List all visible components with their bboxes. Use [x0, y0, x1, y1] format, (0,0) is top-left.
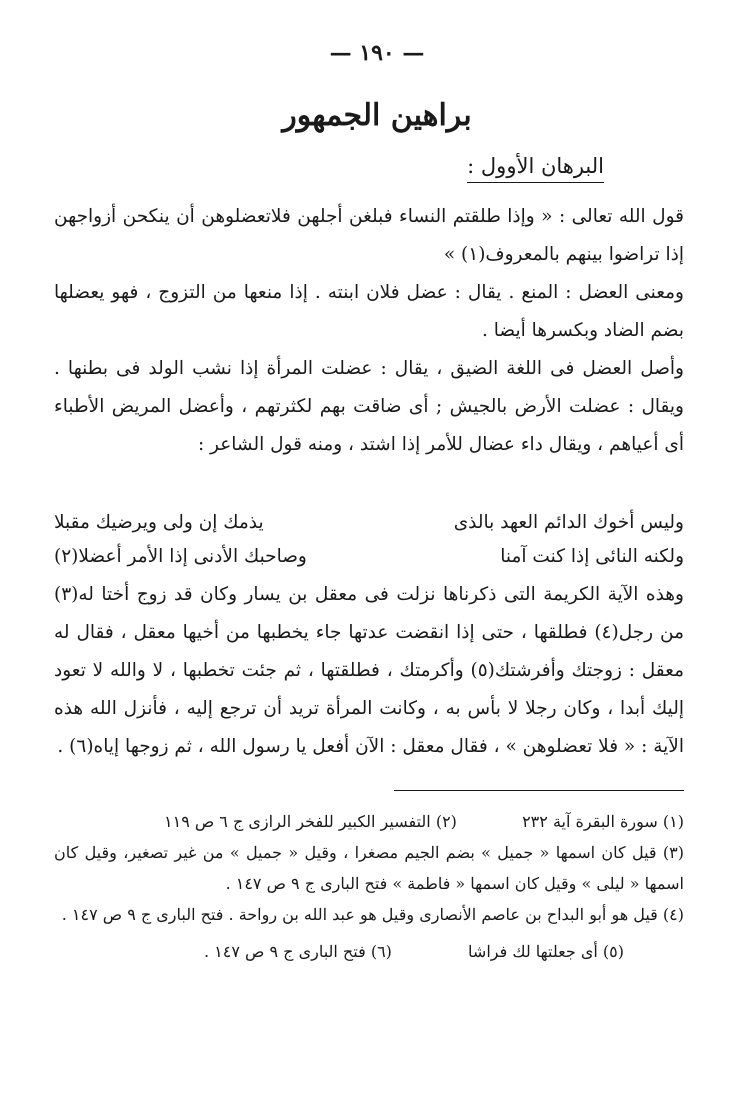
poem-hemistich: وصاحبك الأدنى إذا الأمر أعضلا(٢)	[54, 546, 307, 567]
footnote-1: (١) سورة البقرة آية ٢٣٢	[522, 812, 684, 831]
poem-verse-1	[54, 506, 684, 540]
footnotes	[54, 806, 684, 967]
poem-verse-2	[54, 540, 684, 574]
footnote-row	[54, 936, 684, 967]
chapter-title: براهين الجمهور	[282, 98, 472, 133]
footnote-4: (٤) قيل هو أبو البداح بن عاصم الأنصارى وقيل هو عبد الله بن رواحة . فتح البارى ج ٩ ص ١٤٧ .	[61, 905, 684, 924]
footnote-6: (٦) فتح البارى ج ٩ ص ١٤٧ .	[204, 942, 392, 961]
page-number: — ١٩٠ —	[329, 40, 425, 66]
poem-hemistich: وليس أخوك الدائم العهد بالذى	[453, 512, 684, 533]
footnote-divider	[394, 790, 684, 791]
paragraph-revelation-story: وهذه الآية الكريمة التى ذكرناها نزلت فى معقل بن يسار وكان قد زوج أختا له(٣) من رجل(٤) فطلقها ، حتى إذا انقضت عدتها جاء يخطبها من أخيها معقل ، فقال له معقل : زوجتك وأفرشتك(٥) وأكرمتك ، فطلقتها ، ثم جئت تخطبها ، لا والله لا تعود إليك أبدا ، وكان رجلا لا بأس به ، وكانت المرأة تريد أن ترجع إليه ، فأنزل الله هذه الآية : « فلا تعضلوهن » ، فقال معقل : الآن أفعل يا رسول الله ، ثم زوجها إياه(٦) .	[54, 584, 684, 757]
poem-hemistich: يذمك إن ولى ويرضيك مقبلا	[54, 512, 264, 533]
paragraph-quran-verse: قول الله تعالى : « وإذا طلقتم النساء فبلغن أجلهن فلاتعضلوهن أن ينكحن أزواجهن إذا تراضوا بينهم بالمعروف(١) »	[54, 206, 684, 265]
footnote-row	[54, 806, 684, 837]
footnote-2: (٢) التفسير الكبير للفخر الرازى ج ٦ ص ١١٩	[164, 812, 457, 831]
poem-hemistich: ولكنه النائى إذا كنت آمنا	[500, 546, 684, 567]
paragraph-definition: ومعنى العضل : المنع . يقال : عضل فلان ابنته . إذا منعها من التزوج ، فهو يعضلها بضم الضاد وبكسرها أيضا .	[54, 282, 684, 341]
footnote-3: (٣) قيل كان اسمها « جميل » بضم الجيم مصغرا ، وقيل « جميل » من غير تصغير، وقيل كان اسمها « ليلى » وقيل كان اسمها « فاطمة » فتح البارى ج ٩ ص ١٤٧ .	[54, 843, 684, 893]
poem	[54, 506, 684, 574]
paragraph-etymology: وأصل العضل فى اللغة الضيق ، يقال : عضلت المرأة إذا نشب الولد فى بطنها . ويقال : عضلت الأرض بالجيش ; أى ضاقت بهم لكثرتهم ، وأعضل المريض الأطباء أى أعياهم ، ويقال داء عضال للأمر إذا اشتد ، ومنه قول الشاعر :	[54, 358, 684, 455]
footnote-5: (٥) أى جعلتها لك فراشا	[468, 942, 624, 961]
section-heading: البرهان الأوول :	[467, 154, 604, 183]
